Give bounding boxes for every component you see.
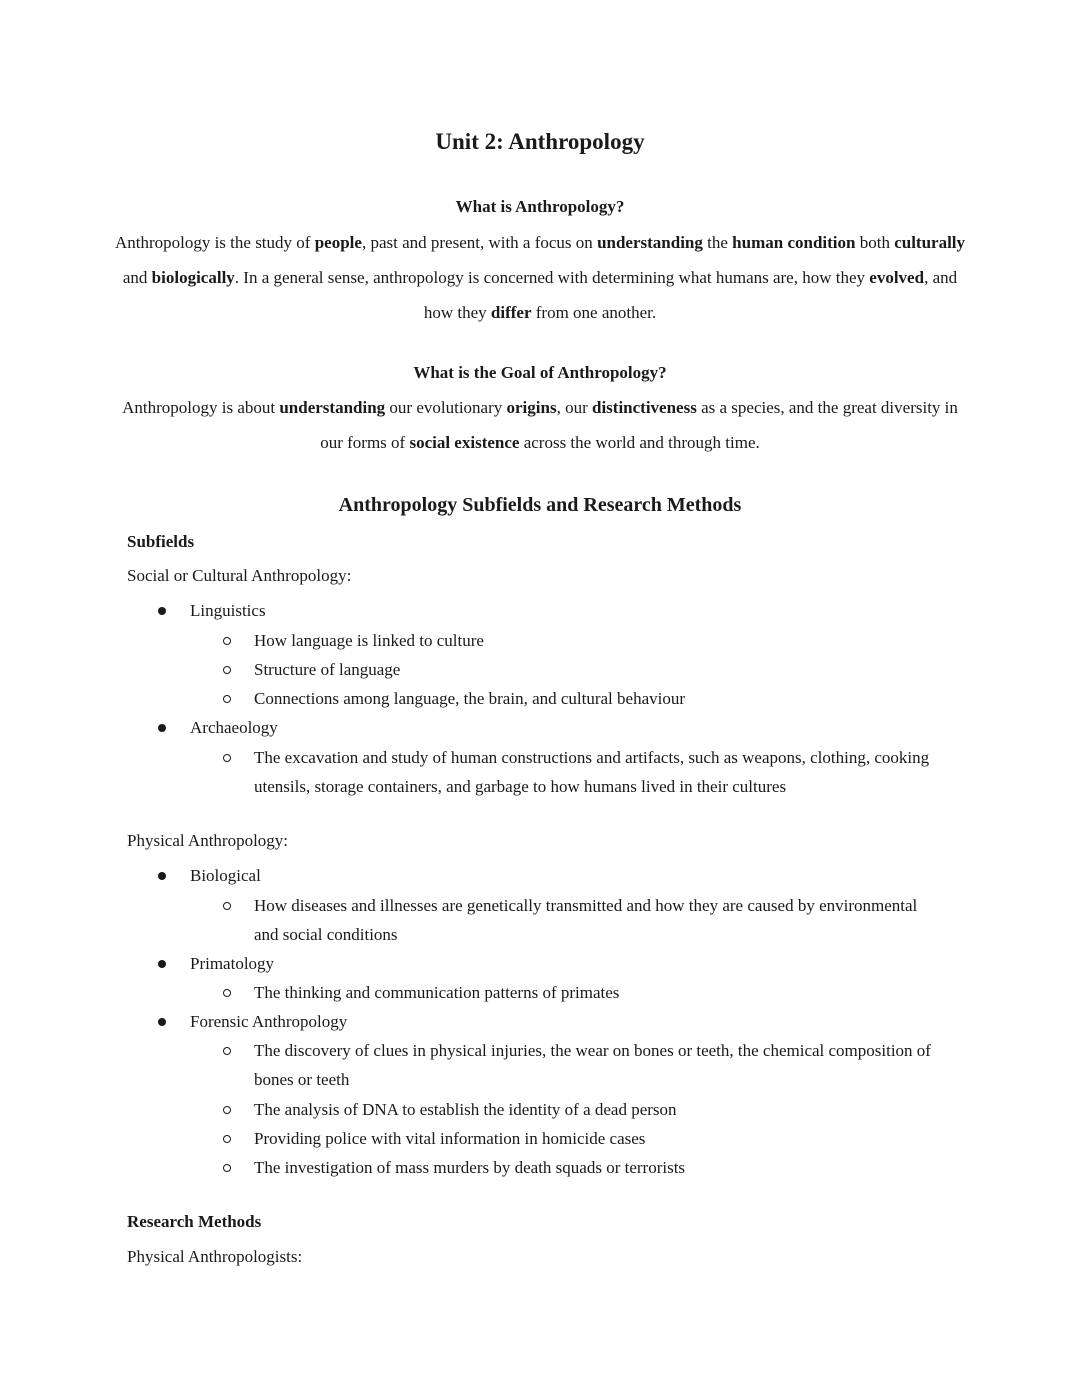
hollow-bullet	[223, 666, 231, 674]
physical-label: Physical Anthropology:	[127, 831, 289, 850]
subfields-label: Subfields	[127, 532, 195, 551]
list-subitem: The investigation of mass murders by death squads or terrorists	[254, 1153, 934, 1182]
list-item-primatology: Primatology	[190, 952, 274, 976]
list-item-archaeology: Archaeology	[190, 716, 278, 740]
hollow-bullet	[223, 989, 231, 997]
hollow-bullet	[223, 1164, 231, 1172]
hollow-bullet	[223, 637, 231, 645]
hollow-bullet	[223, 1047, 231, 1055]
goal-paragraph: Anthropology is about understanding our evolutionary origins, our distinctiveness as a species, and the great diversity in our forms of social existence across the world and through time.	[122, 398, 958, 452]
what-is-paragraph: Anthropology is the study of people, past and present, with a focus on understanding the human condition both culturally and biologically. In a general sense, anthropology is concerned with determining what humans are, how they evolved, and how they differ from one another.	[114, 233, 966, 322]
list-subitem: The discovery of clues in physical injuries, the wear on bones or teeth, the chemical composition of bones or teeth	[254, 1036, 934, 1094]
bullet-dot	[158, 607, 166, 615]
list-subitem: Structure of language	[254, 655, 934, 684]
hollow-bullet	[223, 754, 231, 762]
section-heading-what-is: What is Anthropology?	[455, 197, 625, 216]
hollow-bullet	[223, 695, 231, 703]
list-item-biological: Biological	[190, 864, 261, 888]
list-subitem: Connections among language, the brain, and cultural behaviour	[254, 684, 934, 713]
list-subitem: The excavation and study of human constructions and artifacts, such as weapons, clothing, cooking utensils, storage containers, and garbage to how humans lived in their cultures	[254, 743, 934, 801]
section-heading-subfields: Anthropology Subfields and Research Methods	[338, 494, 742, 516]
hollow-bullet	[223, 1106, 231, 1114]
page-title: Unit 2: Anthropology	[435, 129, 645, 154]
hollow-bullet	[223, 1135, 231, 1143]
list-item-linguistics: Linguistics	[190, 599, 266, 623]
list-subitem: Providing police with vital information in homicide cases	[254, 1124, 934, 1153]
research-methods-label: Research Methods	[127, 1212, 262, 1231]
bullet-dot	[158, 724, 166, 732]
section-heading-goal: What is the Goal of Anthropology?	[413, 363, 667, 382]
bullet-dot	[158, 872, 166, 880]
list-item-forensic: Forensic Anthropology	[190, 1010, 347, 1034]
hollow-bullet	[223, 902, 231, 910]
physical-anthropologists-label: Physical Anthropologists:	[127, 1247, 303, 1266]
list-subitem: How language is linked to culture	[254, 626, 934, 655]
bullet-dot	[158, 960, 166, 968]
list-subitem: The thinking and communication patterns of primates	[254, 978, 934, 1007]
list-subitem: The analysis of DNA to establish the identity of a dead person	[254, 1095, 934, 1124]
social-cultural-label: Social or Cultural Anthropology:	[127, 566, 352, 585]
bullet-dot	[158, 1018, 166, 1026]
list-subitem: How diseases and illnesses are genetically transmitted and how they are caused by environmental and social conditions	[254, 891, 934, 949]
